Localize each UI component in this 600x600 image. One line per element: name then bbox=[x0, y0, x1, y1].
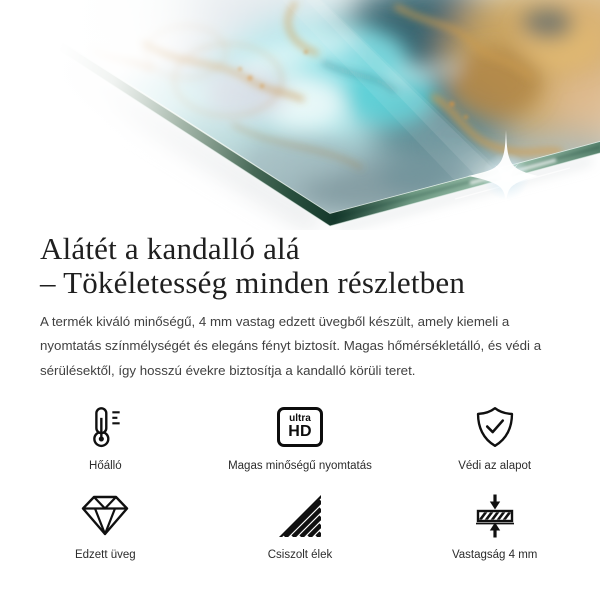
product-image bbox=[0, 0, 600, 230]
features-grid bbox=[8, 404, 592, 562]
beveled-edge-icon bbox=[277, 493, 323, 539]
feature-print-quality bbox=[203, 404, 398, 473]
feature-heat-resistant bbox=[8, 404, 203, 473]
feature-thickness bbox=[397, 493, 592, 562]
feature-protects-base bbox=[397, 404, 592, 473]
feature-tempered-glass bbox=[8, 493, 203, 562]
thermometer-icon bbox=[83, 404, 127, 450]
feature-polished-edges bbox=[203, 493, 398, 562]
thickness-icon bbox=[471, 493, 519, 539]
feature-label: Csiszolt élek bbox=[267, 549, 333, 561]
feature-label: Magas minőségű nyomtatás bbox=[228, 460, 372, 472]
section-description: A termék kiváló minőségű, 4 mm vastag edzett üvegből készült, amely kiemeli a nyomtatás színmélységét és elegáns fényt biztosít. Magas hőmérsékletálló, és védi a sérülésektől, így hosszú évekre biztosítja a kandalló körüli teret. bbox=[40, 314, 542, 378]
feature-label: Edzett üveg bbox=[74, 549, 136, 561]
title-line-2: – Tökéletesség minden részletben bbox=[40, 265, 466, 300]
ultra-hd-icon bbox=[277, 407, 323, 447]
glass-panel-illustration bbox=[0, 0, 600, 230]
feature-label: Vastagság 4 mm bbox=[451, 549, 538, 561]
shield-check-icon bbox=[473, 404, 517, 450]
feature-label: Védi az alapot bbox=[458, 460, 532, 472]
title-line-1: Alátét a kandalló alá bbox=[40, 231, 300, 266]
section-title bbox=[40, 232, 465, 300]
ultra-hd-icon-text-bottom: HD bbox=[288, 423, 312, 440]
diamond-icon bbox=[79, 493, 131, 539]
feature-label: Hőálló bbox=[89, 460, 122, 472]
ultra-hd-icon-text-top: ultra bbox=[289, 413, 311, 424]
